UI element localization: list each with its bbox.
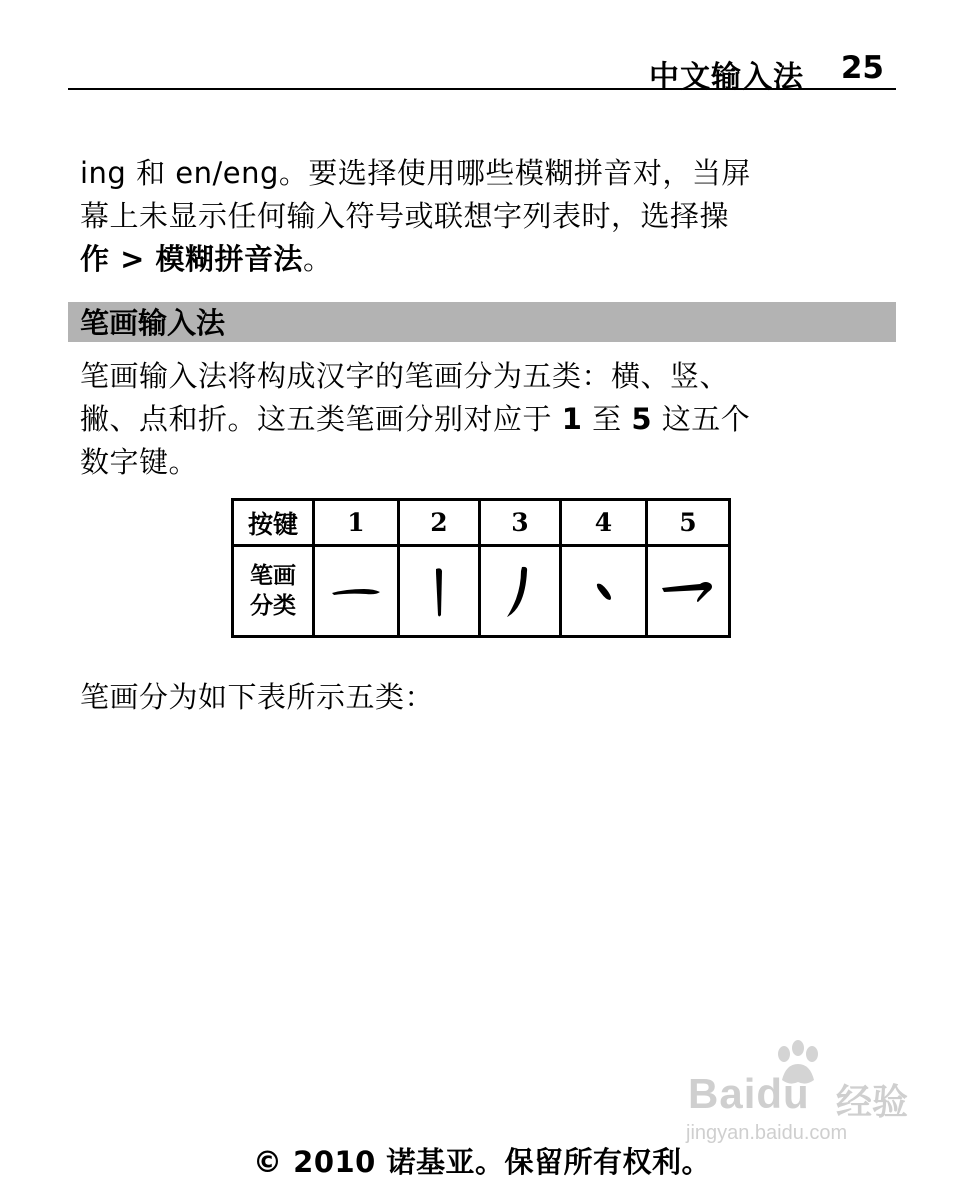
paragraph-line: [80, 238, 880, 281]
stroke-cell-4: [561, 546, 647, 637]
vertical-stroke-icon: [419, 561, 459, 621]
baidu-watermark: [686, 1040, 916, 1150]
key-cell-5: 5: [647, 500, 730, 546]
punctuation: 。: [303, 242, 333, 276]
copyright-footer: © 2010 诺基亚。保留所有权利。: [253, 1145, 711, 1179]
watermark-jingyan: 经验: [836, 1082, 909, 1123]
key-label-cell: 按键: [233, 500, 314, 546]
stroke-label-line2: 分类: [250, 592, 296, 619]
fuzzy-pinyin-paragraph: [80, 152, 880, 281]
stroke-cell-1: [314, 546, 399, 637]
watermark-brand-text: Bai: [688, 1070, 757, 1117]
stroke-label-line1: 笔画: [250, 562, 296, 589]
watermark-url: jingyan.baidu.com: [686, 1122, 848, 1144]
left-falling-stroke-icon: [500, 561, 540, 621]
turning-stroke-icon: [656, 566, 720, 616]
paragraph-line: [80, 398, 880, 441]
paragraph-line: 数字键。: [80, 445, 199, 479]
stroke-input-paragraph: [80, 355, 880, 484]
key-number-1: 1: [561, 402, 583, 436]
text-span: 这五个: [652, 402, 751, 436]
menu-path-options: 作: [80, 242, 110, 276]
horizontal-stroke-icon: [326, 571, 386, 611]
key-cell-4: 4: [561, 500, 647, 546]
menu-path-fuzzy-pinyin: 模糊拼音法: [155, 242, 304, 276]
stroke-cell-2: [399, 546, 480, 637]
stroke-label-cell: [233, 546, 314, 637]
page-header: [68, 48, 896, 95]
section-heading-bar: [68, 302, 896, 342]
table-header-row: [233, 500, 730, 546]
chapter-title: 中文输入法: [649, 60, 804, 95]
stroke-cell-3: [480, 546, 561, 637]
key-cell-1: 1: [314, 500, 399, 546]
key-number-5: 5: [631, 402, 653, 436]
stroke-cell-5: [647, 546, 730, 637]
dot-stroke-icon: [579, 566, 629, 616]
paragraph-line: ing 和 en/eng。要选择使用哪些模糊拼音对，当屏: [80, 156, 751, 190]
key-cell-3: 3: [480, 500, 561, 546]
table-stroke-row: [233, 546, 730, 637]
stroke-key-table: [231, 498, 731, 638]
paragraph-line: 笔画输入法将构成汉字的笔画分为五类：横、竖、: [80, 359, 730, 393]
page-number: 25: [840, 50, 884, 86]
stroke-categories-intro: 笔画分为如下表所示五类：: [80, 680, 435, 714]
paragraph-line: 幕上未显示任何输入符号或联想字列表时，选择操: [80, 199, 730, 233]
section-title: 笔画输入法: [80, 306, 226, 340]
text-span: 撇、点和折。这五类笔画分别对应于: [80, 402, 562, 436]
watermark-brand: Baidu: [688, 1070, 810, 1117]
text-span: 至: [582, 402, 632, 436]
key-cell-2: 2: [399, 500, 480, 546]
menu-path-separator: >: [109, 242, 156, 276]
